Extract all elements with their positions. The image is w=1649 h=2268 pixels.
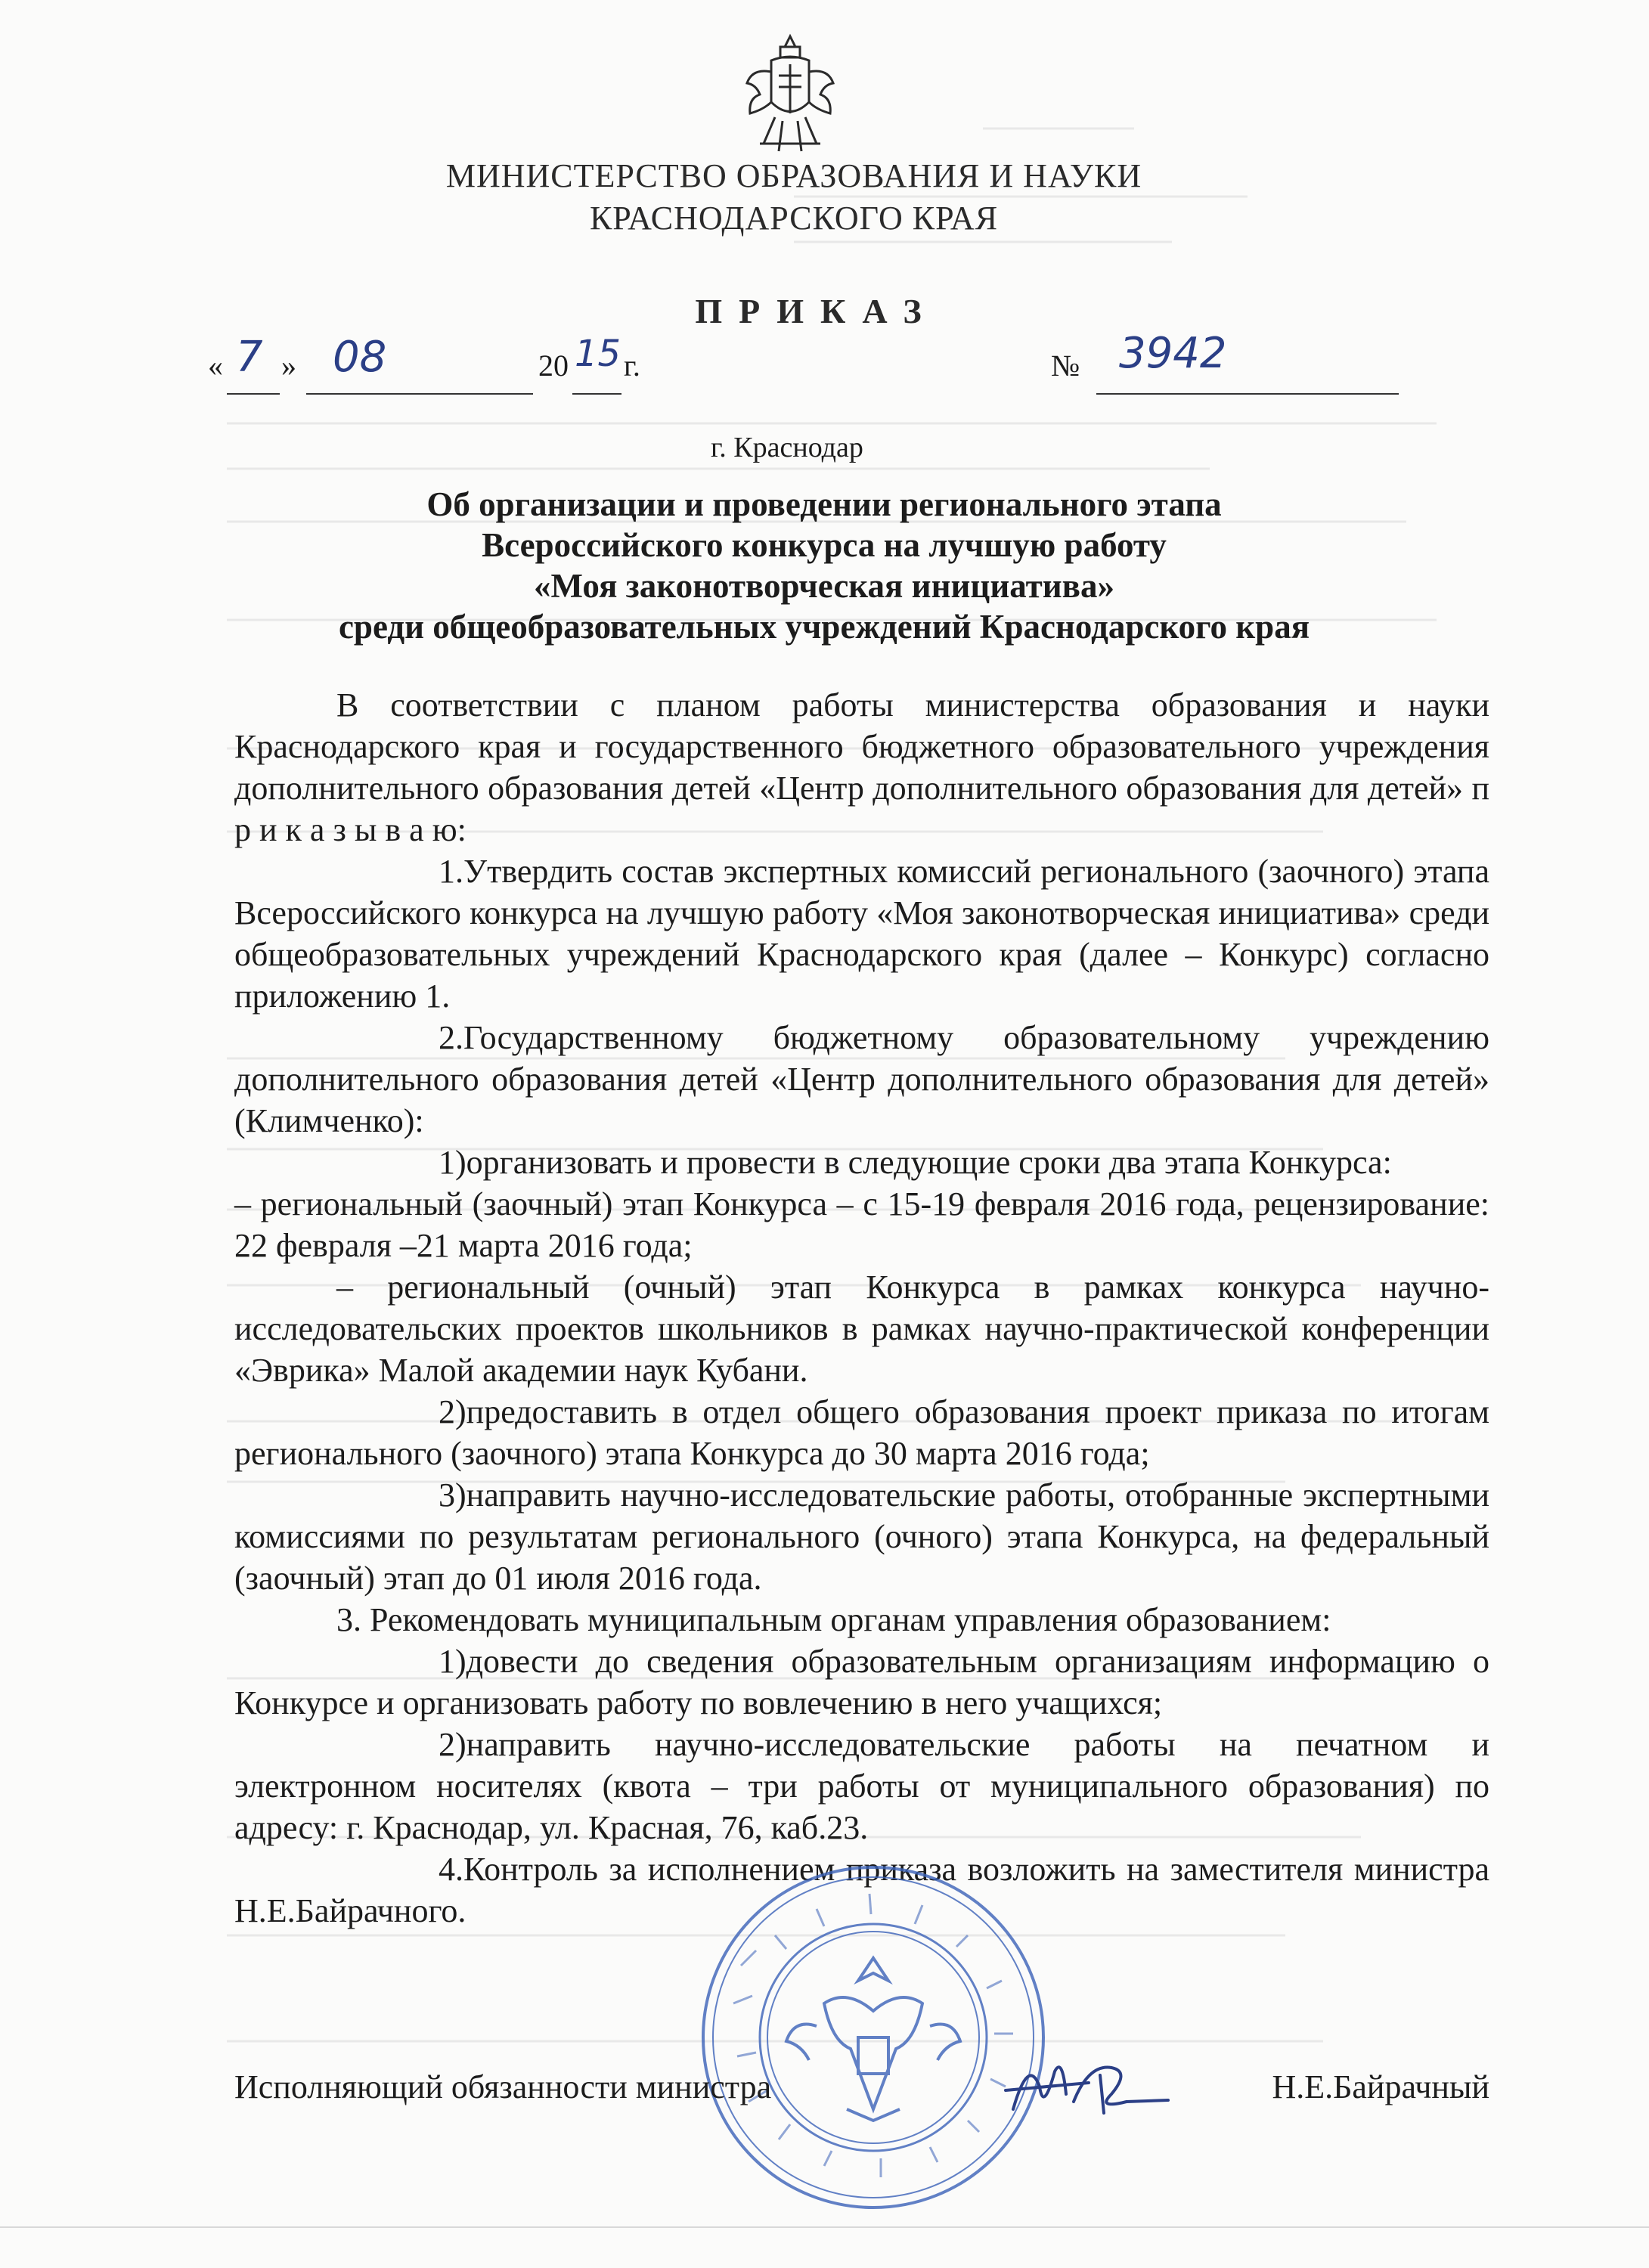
page-bottom-edge xyxy=(0,2226,1649,2228)
date-year-unit: г. xyxy=(624,349,640,383)
date-year-suffix: 15 xyxy=(575,333,621,375)
order-number: 3942 xyxy=(1119,329,1227,378)
date-close-quote: » xyxy=(281,349,296,383)
item-1-number: 1. xyxy=(439,853,463,890)
item-2 xyxy=(234,1017,1489,1142)
item-3-1-number: 1) xyxy=(439,1643,466,1680)
coat-of-arms-icon xyxy=(741,30,839,159)
item-2-3-number: 3) xyxy=(439,1476,466,1514)
item-2-text: Государственному бюджетному образовательному учреждению дополнительного образования детей «Центр дополнительного образования для детей» (Климченко): xyxy=(234,1019,1489,1139)
item-2-1-text: организовать и провести в следующие сроки два этапа Конкурса: xyxy=(466,1144,1392,1181)
date-day-underline xyxy=(227,393,280,395)
place-of-issue: г. Краснодар xyxy=(711,432,863,463)
date-day: 7 xyxy=(236,333,263,382)
date-year-underline xyxy=(572,393,621,395)
handwritten-signature-icon xyxy=(998,2041,1172,2132)
item-2-1-a: – региональный (заочный) этап Конкурса – с 15-19 февраля 2016 года, рецензирование: 22 февраля –21 марта 2016 года; xyxy=(234,1185,1489,1264)
order-number-underline xyxy=(1096,393,1399,395)
item-2-number: 2. xyxy=(439,1019,463,1056)
official-stamp-icon xyxy=(696,1860,1051,2215)
date-open-quote: « xyxy=(208,349,223,383)
item-2-3 xyxy=(234,1474,1489,1599)
item-3-1 xyxy=(234,1641,1489,1724)
item-2-2-text: предоставить в отдел общего образования проект приказа по итогам регионального (заочного) этапа Конкурса до 30 марта 2016 года; xyxy=(234,1393,1489,1472)
item-2-2 xyxy=(234,1391,1489,1474)
item-2-3-text: направить научно-исследовательские работы, отобранные экспертными комиссиями по результатам регионального (очного) этапа Конкурса, на федеральный (заочный) этап до 01 июля 2016 года. xyxy=(234,1476,1489,1597)
item-4-number: 4. xyxy=(439,1851,463,1888)
order-title xyxy=(227,484,1421,647)
item-3-2-text: направить научно-исследовательские работы на печатном и электронном носителях (квота – три работы от муниципального образования) по адресу: г. Краснодар, ул. Красная, 76, каб.23. xyxy=(234,1726,1489,1846)
item-2-1 xyxy=(234,1142,1489,1183)
title-line-2: Всероссийского конкурса на лучшую работу xyxy=(482,526,1167,564)
date-month: 08 xyxy=(333,333,387,382)
date-year-prefix: 20 xyxy=(538,349,569,383)
item-2-1-b: – региональный (очный) этап Конкурса в рамках конкурса научно-исследовательских проектов школьников в рамках научно-практической конференции «Эврика» Малой академии наук Кубани. xyxy=(234,1269,1489,1389)
item-3-2 xyxy=(234,1724,1489,1848)
signatory-position: Исполняющий обязанности министра xyxy=(234,2068,772,2105)
document-type-heading: ПРИКАЗ xyxy=(695,292,938,330)
item-2-2-number: 2) xyxy=(439,1393,466,1430)
ministry-name xyxy=(333,155,1255,240)
title-line-3: «Моя законотворческая инициатива» xyxy=(534,567,1114,605)
item-4-text: Контроль за исполнением приказа возложить на заместителя министра Н.Е.Байрачного. xyxy=(234,1851,1489,1929)
date-month-underline xyxy=(306,393,533,395)
title-line-1: Об организации и проведении регионального этапа xyxy=(426,485,1222,523)
item-3: 3. Рекомендовать муниципальным органам управления образованием: xyxy=(336,1601,1331,1638)
title-line-4: среди общеобразовательных учреждений Краснодарского края xyxy=(338,608,1310,646)
item-1 xyxy=(234,850,1489,1017)
item-1-text: Утвердить состав экспертных комиссий регионального (заочного) этапа Всероссийского конкурса на лучшую работу «Моя законотворческая инициатива» среди общеобразовательных учреждений Краснодарского края (далее – Конкурс) согласно приложению 1. xyxy=(234,853,1489,1015)
intro-paragraph: В соответствии с планом работы министерства образования и науки Краснодарского края и государственного бюджетного образовательного учреждения дополнительного образования детей «Центр дополнительного образования для детей» п р и к а з ы в а ю: xyxy=(234,686,1489,848)
item-3-2-number: 2) xyxy=(439,1726,466,1763)
item-3-1-text: довести до сведения образовательным организациям информацию о Конкурсе и организовать работу по вовлечению в него учащихся; xyxy=(234,1643,1489,1721)
order-number-label: № xyxy=(1051,349,1080,383)
item-2-1-number: 1) xyxy=(439,1144,466,1181)
order-body xyxy=(234,684,1489,1932)
signatory-name: Н.Е.Байрачный xyxy=(1272,2068,1489,2105)
ministry-line-2: КРАСНОДАРСКОГО КРАЯ xyxy=(589,200,999,237)
ministry-line-1: МИНИСТЕРСТВО ОБРАЗОВАНИЯ И НАУКИ xyxy=(445,157,1142,194)
